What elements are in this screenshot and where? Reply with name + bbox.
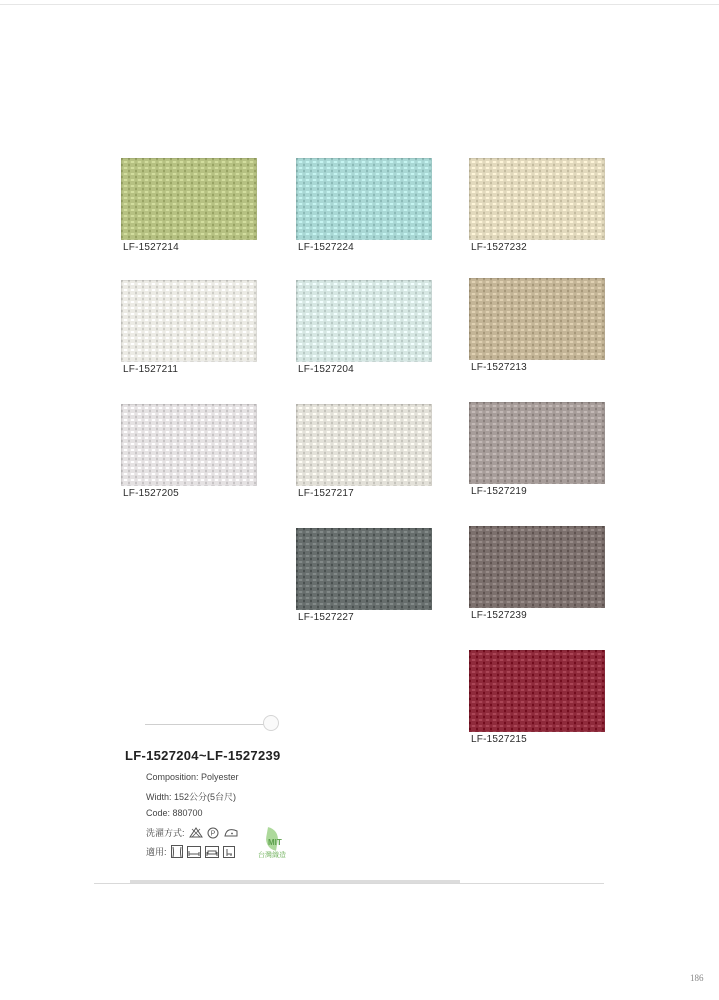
sofa-icon xyxy=(205,846,219,858)
svg-text:P: P xyxy=(210,830,215,837)
swatch-code: LF-1527204 xyxy=(298,364,354,375)
fabric-sample xyxy=(469,402,605,484)
swatch[interactable] xyxy=(469,650,605,745)
swatch-code: LF-1527239 xyxy=(471,610,527,621)
fabric-sample xyxy=(296,528,432,610)
fabric-sample xyxy=(469,158,605,240)
code-text: Code: 880700 xyxy=(146,808,203,818)
swatch[interactable] xyxy=(469,278,605,373)
divider-line xyxy=(94,883,604,884)
fabric-sample xyxy=(469,278,605,360)
fabric-sample xyxy=(121,404,257,486)
fabric-sample xyxy=(296,158,432,240)
fabric-sample xyxy=(121,158,257,240)
care-label: 洗濯方式: xyxy=(146,828,185,838)
swatch[interactable] xyxy=(121,280,257,375)
mit-text: MIT xyxy=(268,838,282,847)
chair-icon xyxy=(223,846,235,858)
decorative-line xyxy=(145,724,265,725)
fabric-sample xyxy=(296,280,432,362)
curtain-icon xyxy=(171,846,183,858)
swatch-code: LF-1527224 xyxy=(298,242,354,253)
swatch[interactable] xyxy=(469,526,605,621)
swatch[interactable] xyxy=(121,158,257,253)
swatch-code: LF-1527214 xyxy=(123,242,179,253)
page-number: 186 xyxy=(690,973,704,983)
swatch[interactable] xyxy=(296,158,432,253)
iron-icon xyxy=(223,827,239,839)
top-rule xyxy=(0,4,719,5)
decorative-circle xyxy=(263,715,279,731)
swatch-code: LF-1527205 xyxy=(123,488,179,499)
swatch[interactable] xyxy=(296,528,432,623)
width-text: Width: 152公分(5台尺) xyxy=(146,792,237,802)
mit-subtext: 台灣織造 xyxy=(258,852,286,859)
swatch-code: LF-1527219 xyxy=(471,486,527,497)
mit-badge xyxy=(254,828,300,862)
swatch-code: LF-1527227 xyxy=(298,612,354,623)
swatch-code: LF-1527213 xyxy=(471,362,527,373)
swatch-code: LF-1527215 xyxy=(471,734,527,745)
usage-row xyxy=(146,845,235,858)
composition-text: Composition: Polyester xyxy=(146,772,239,782)
no-bleach-icon xyxy=(189,827,203,839)
swatch-code: LF-1527217 xyxy=(298,488,354,499)
bed-icon xyxy=(187,846,201,858)
swatch-code: LF-1527232 xyxy=(471,242,527,253)
fabric-sample xyxy=(296,404,432,486)
swatch-code: LF-1527211 xyxy=(123,364,179,375)
swatch[interactable] xyxy=(296,404,432,499)
product-title: LF-1527204~LF-1527239 xyxy=(125,748,281,763)
swatch[interactable] xyxy=(296,280,432,375)
swatch[interactable] xyxy=(121,404,257,499)
fabric-sample xyxy=(469,650,605,732)
fabric-sample xyxy=(121,280,257,362)
dry-clean-p-icon xyxy=(207,827,219,839)
care-row xyxy=(146,826,239,839)
swatch[interactable] xyxy=(469,402,605,497)
swatch[interactable] xyxy=(469,158,605,253)
fabric-sample xyxy=(469,526,605,608)
usage-label: 適用: xyxy=(146,847,167,857)
